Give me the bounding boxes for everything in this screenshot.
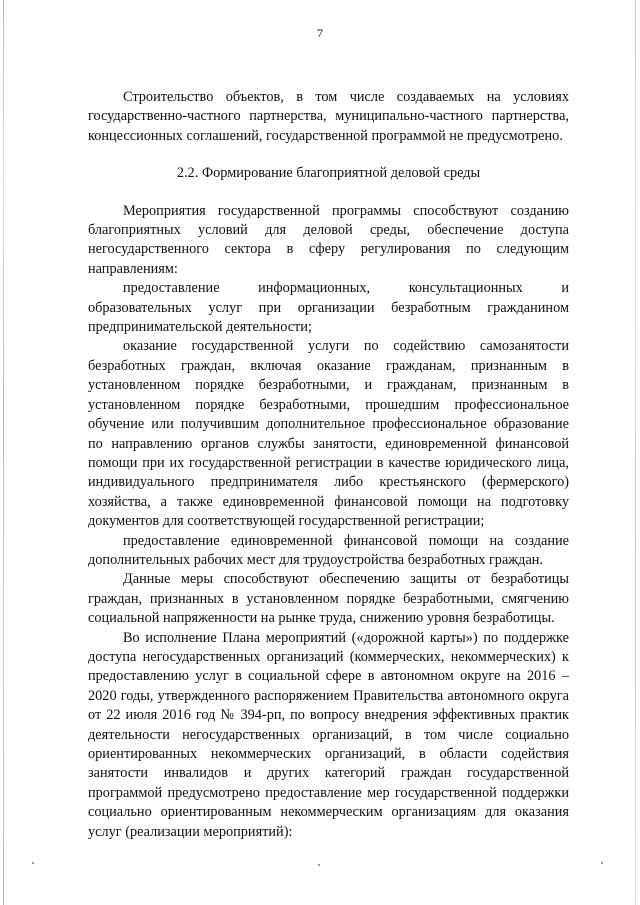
paragraph-protection: Данные меры способствуют обеспечению защиты от безработицы граждан, признанных в установленном порядке безработными, смягчению социальной напряженности на рынке труда, снижению уровня безработицы. (88, 571, 569, 627)
paragraph-roadmap: Во исполнение Плана мероприятий («дорожной карты») по поддержке доступа негосударственных организаций (коммерческих, некоммерческих) к предоставлению услуг в социальной сфере в автономном округе на 2016 – 2020 годы, утвержденного распоряжением Правительства автономного округа от 22 июля 2016 год № 394-рп, по вопросу внедрения эффективных практик деятельности негосударственных организаций, в том числе социально ориентированных некоммерческих организаций, в области содействия занятости инвалидов и других категорий граждан государственной программой предусмотрено предоставление мер государственной поддержки социально ориентированным некоммерческим организациям для оказания услуг (реализации мероприятий): (88, 629, 569, 840)
scan-speck (32, 862, 34, 864)
paragraph-construction: Строительство объектов, в том числе создаваемых на условиях государственно-частного партнерства, муниципально-частного партнерства, концессионных соглашений, государственной программой не предусмотрено. (88, 89, 569, 144)
page-number: 7 (317, 26, 323, 40)
list-item-additional-jobs: предоставление единовременной финансовой помощи на создание дополнительных рабочих мест для трудоустройства безработных граждан. (88, 532, 569, 568)
paragraph-measures-intro: Мероприятия государственной программы способствуют созданию благоприятных условий для деловой среды, обеспечение доступа негосударственного сектора в сферу регулирования по следующим направлениям: (88, 202, 569, 277)
list-item-self-employment: оказание государственной услуги по содействию самозанятости безработных граждан, включая оказание гражданам, признанным в установленном порядке безработными, и гражданам, признанным в установленном порядке безработными, прошедшим профессиональное обучение или получившим дополнительное профессиональное образование по направлению органов службы занятости, единовременной финансовой помощи при их государственной регистрации в качестве юридического лица, индивидуального предпринимателя либо крестьянского (фермерского) хозяйства, а также единовременной финансовой помощи на подготовку документов для соответствующей государственной регистрации; (88, 338, 569, 530)
list-item-information-services: предоставление информационных, консультационных и образовательных услуг при организации безработным гражданином предпринимательской деятельности; (88, 280, 569, 336)
document-body (88, 88, 569, 842)
scan-edge-right (635, 0, 636, 905)
scan-speck (318, 864, 320, 866)
scan-edge-left (3, 0, 4, 905)
section-heading: 2.2. Формирование благоприятной деловой среды (176, 165, 481, 182)
scan-speck (601, 862, 603, 864)
